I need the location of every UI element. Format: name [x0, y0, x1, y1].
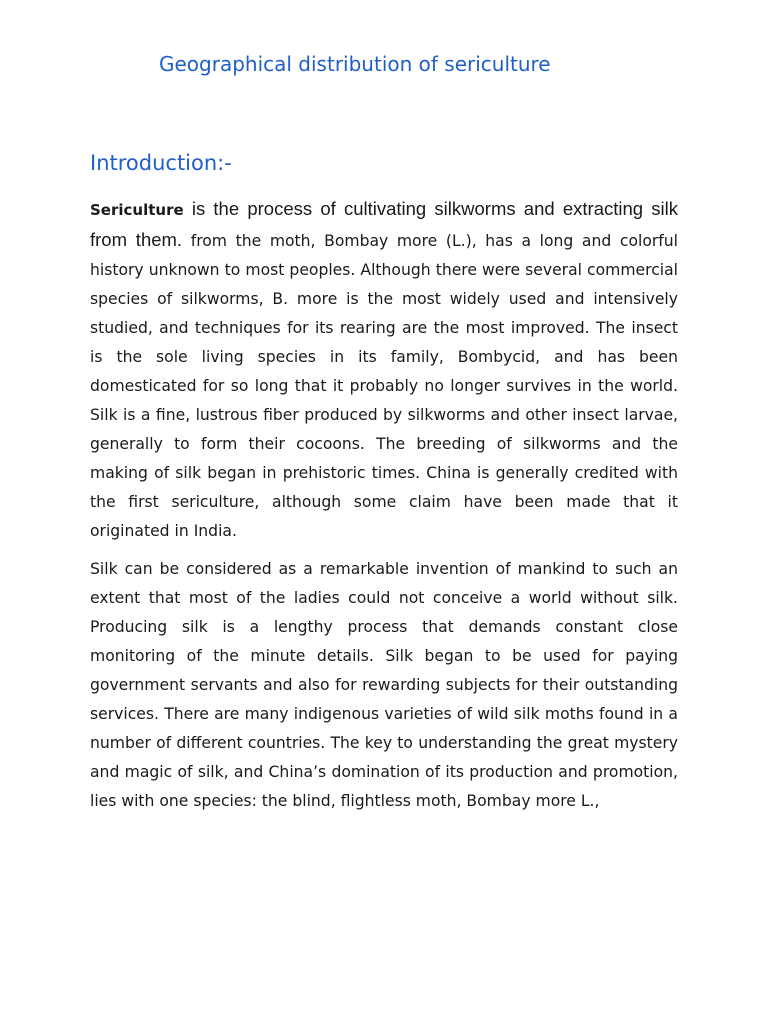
section-heading-introduction: Introduction:-	[90, 151, 232, 175]
paragraph-intro-rest: from the moth, Bombay more (L.), has a long and colorful history unknown to most peoples. Although there were several commercial species of silkworms, B. more is the most widely used and intensively studied, and techniques for its rearing are the most improved. The insect is the sole living species in its family, Bombycid, and has been domesticated for so long that it probably no longer survives in the world. Silk is a fine, lustrous fiber produced by silkworms and other insect larvae, generally to form their cocoons. The breeding of silkworms and the making of silk began in prehistoric times. China is generally credited with the first sericulture, although some claim have been made that it originated in India.	[90, 232, 678, 540]
document-title: Geographical distribution of sericulture	[159, 52, 551, 76]
term-sericulture: Sericulture	[90, 201, 184, 219]
paragraph-intro-lead: is the process of cultivating silkworms and extracting silk from them.	[90, 198, 678, 250]
paragraph-intro	[90, 194, 678, 546]
paragraph-silk: Silk can be considered as a remarkable invention of mankind to such an extent that most of the ladies could not conceive a world without silk. Producing silk is a lengthy process that demands constant close monitoring of the minute details. Silk began to be used for paying government servants and also for rewarding subjects for their outstanding services. There are many indigenous varieties of wild silk moths found in a number of different countries. The key to understanding the great mystery and magic of silk, and China’s domination of its production and promotion, lies with one species: the blind, flightless moth, Bombay more L.,	[90, 560, 678, 810]
